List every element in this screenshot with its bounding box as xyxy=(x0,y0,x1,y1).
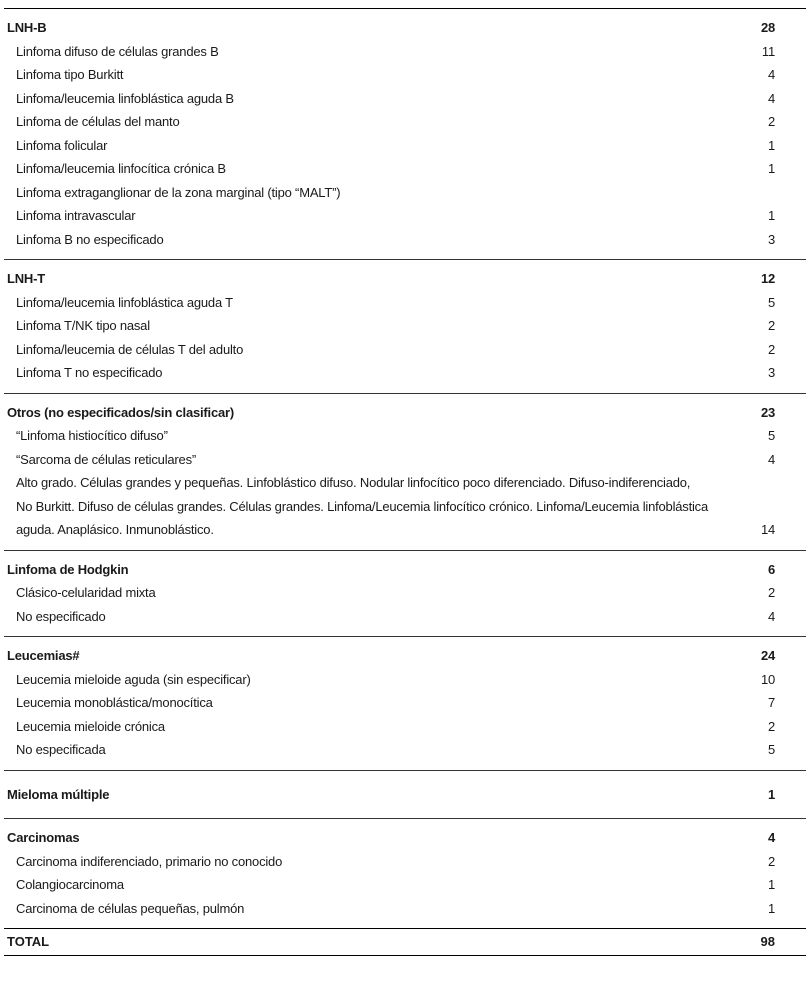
multiline-text-line xyxy=(4,471,806,495)
table-row xyxy=(4,228,806,252)
section-title: Mieloma múltiple xyxy=(7,786,110,802)
row-value: 2 xyxy=(767,718,775,734)
table-row xyxy=(4,361,806,385)
row-label: Linfoma de células del manto xyxy=(16,114,180,129)
row-label: Linfoma difuso de células grandes B xyxy=(16,43,219,59)
row-value: 2 xyxy=(767,318,775,333)
multiline-text-line xyxy=(4,518,806,542)
row-value: 1 xyxy=(767,877,775,892)
table-row xyxy=(4,204,806,228)
table-row xyxy=(4,448,806,472)
table-row xyxy=(4,40,806,64)
table-row xyxy=(4,873,806,897)
row-value: 2 xyxy=(767,853,775,869)
row-value: 1 xyxy=(767,900,775,916)
row-label: Clásico-celularidad mixta xyxy=(16,585,156,600)
table-row xyxy=(4,157,806,181)
row-value: 1 xyxy=(767,137,775,153)
section-total: 4 xyxy=(767,830,775,845)
section-title: Otros (no especificados/sin clasificar) xyxy=(7,404,234,420)
section-total: 1 xyxy=(767,786,775,802)
section-total: 24 xyxy=(760,648,775,663)
table-row xyxy=(4,738,806,762)
row-label: Linfoma tipo Burkitt xyxy=(16,67,124,82)
row-label: Linfoma T/NK tipo nasal xyxy=(16,318,150,333)
table-row xyxy=(4,581,806,605)
table-row xyxy=(4,605,806,629)
row-value: 4 xyxy=(767,451,775,467)
section-header xyxy=(4,644,806,668)
row-label: Linfoma intravascular xyxy=(16,208,136,223)
section-carcinomas xyxy=(4,819,806,929)
row-label: Linfoma/leucemia de células T del adulto xyxy=(16,341,244,357)
table-row xyxy=(4,897,806,921)
table-row xyxy=(4,424,806,448)
multiline-row xyxy=(4,471,806,542)
row-value: 2 xyxy=(767,341,775,357)
row-label: Linfoma B no especificado xyxy=(16,231,164,247)
row-label: Linfoma extraganglionar de la zona marginal (tipo “MALT”) xyxy=(16,184,341,200)
row-label: Leucemia mieloide crónica xyxy=(16,718,165,734)
row-value: 1 xyxy=(767,208,775,223)
multiline-text-line xyxy=(4,495,806,519)
row-value: 4 xyxy=(767,90,775,106)
total-value: 98 xyxy=(760,934,775,949)
section-total: 28 xyxy=(760,20,775,35)
row-value: 10 xyxy=(760,671,775,687)
row-label: No especificada xyxy=(16,742,106,757)
row-label: Alto grado. Células grandes y pequeñas. Linfoblástico difuso. Nodular linfocítico poco diferenciado. Difuso-indiferenciado, xyxy=(16,475,691,490)
row-label: Leucemia mieloide aguda (sin especificar) xyxy=(16,671,251,687)
row-value: 4 xyxy=(767,608,775,624)
row-label: Leucemia monoblástica/monocítica xyxy=(16,695,213,710)
row-label: aguda. Anaplásico. Inmunoblástico. xyxy=(16,522,214,537)
section-hodgkin xyxy=(4,551,806,638)
row-value: 11 xyxy=(761,43,775,59)
row-label: No Burkitt. Difuso de células grandes. Células grandes. Linfoma/Leucemia linfocítico crónico. Linfoma/Leucemia linfoblástica xyxy=(16,498,709,514)
row-value: 14 xyxy=(760,522,775,537)
section-header xyxy=(4,401,806,425)
row-label: “Linfoma histiocítico difuso” xyxy=(16,428,168,443)
section-otros xyxy=(4,394,806,551)
row-label: Linfoma/leucemia linfocítica crónica B xyxy=(16,161,226,176)
row-value: 3 xyxy=(767,231,775,247)
table-row xyxy=(4,63,806,87)
table-row xyxy=(4,850,806,874)
section-mieloma xyxy=(4,771,806,820)
section-lnh-t xyxy=(4,260,806,394)
section-header xyxy=(4,267,806,291)
table-row xyxy=(4,87,806,111)
table-row xyxy=(4,715,806,739)
section-title: Leucemias# xyxy=(7,648,80,663)
row-value: 5 xyxy=(767,428,775,443)
row-label: Colangiocarcinoma xyxy=(16,877,124,892)
section-total: 12 xyxy=(760,271,775,286)
row-label: Linfoma folicular xyxy=(16,137,108,153)
section-total: 6 xyxy=(767,561,775,577)
diagnosis-table xyxy=(4,8,806,956)
row-value: 5 xyxy=(767,294,775,310)
section-title: Carcinomas xyxy=(7,830,80,845)
row-value: 2 xyxy=(767,585,775,600)
section-leucemias xyxy=(4,637,806,771)
section-header xyxy=(4,826,806,850)
total-label: TOTAL xyxy=(7,934,50,949)
row-value: 4 xyxy=(767,67,775,82)
section-title: Linfoma de Hodgkin xyxy=(7,561,129,577)
row-value: 2 xyxy=(767,114,775,129)
row-label: Carcinoma de células pequeñas, pulmón xyxy=(16,900,245,916)
row-value: 5 xyxy=(767,742,775,757)
section-title: LNH-B xyxy=(7,20,47,35)
table-row xyxy=(4,134,806,158)
table-row xyxy=(4,181,806,205)
section-lnh-b xyxy=(4,9,806,260)
row-value: 7 xyxy=(767,695,775,710)
row-value: 1 xyxy=(767,161,775,176)
row-label: Carcinoma indiferenciado, primario no conocido xyxy=(16,853,283,869)
section-header xyxy=(4,16,806,40)
section-title: LNH-T xyxy=(7,271,45,286)
row-label: “Sarcoma de células reticulares” xyxy=(16,451,197,467)
table-row xyxy=(4,338,806,362)
section-header xyxy=(4,558,806,582)
row-label: No especificado xyxy=(16,608,106,624)
row-label: Linfoma/leucemia linfoblástica aguda T xyxy=(16,294,233,310)
section-total: 23 xyxy=(760,404,775,420)
table-row xyxy=(4,691,806,715)
row-label: Linfoma/leucemia linfoblástica aguda B xyxy=(16,90,234,106)
table-row xyxy=(4,291,806,315)
row-label: Linfoma T no especificado xyxy=(16,365,163,380)
row-value: 3 xyxy=(767,365,775,380)
table-row xyxy=(4,668,806,692)
total-row xyxy=(4,929,806,956)
table-row xyxy=(4,314,806,338)
table-row xyxy=(4,110,806,134)
section-header xyxy=(4,783,806,807)
